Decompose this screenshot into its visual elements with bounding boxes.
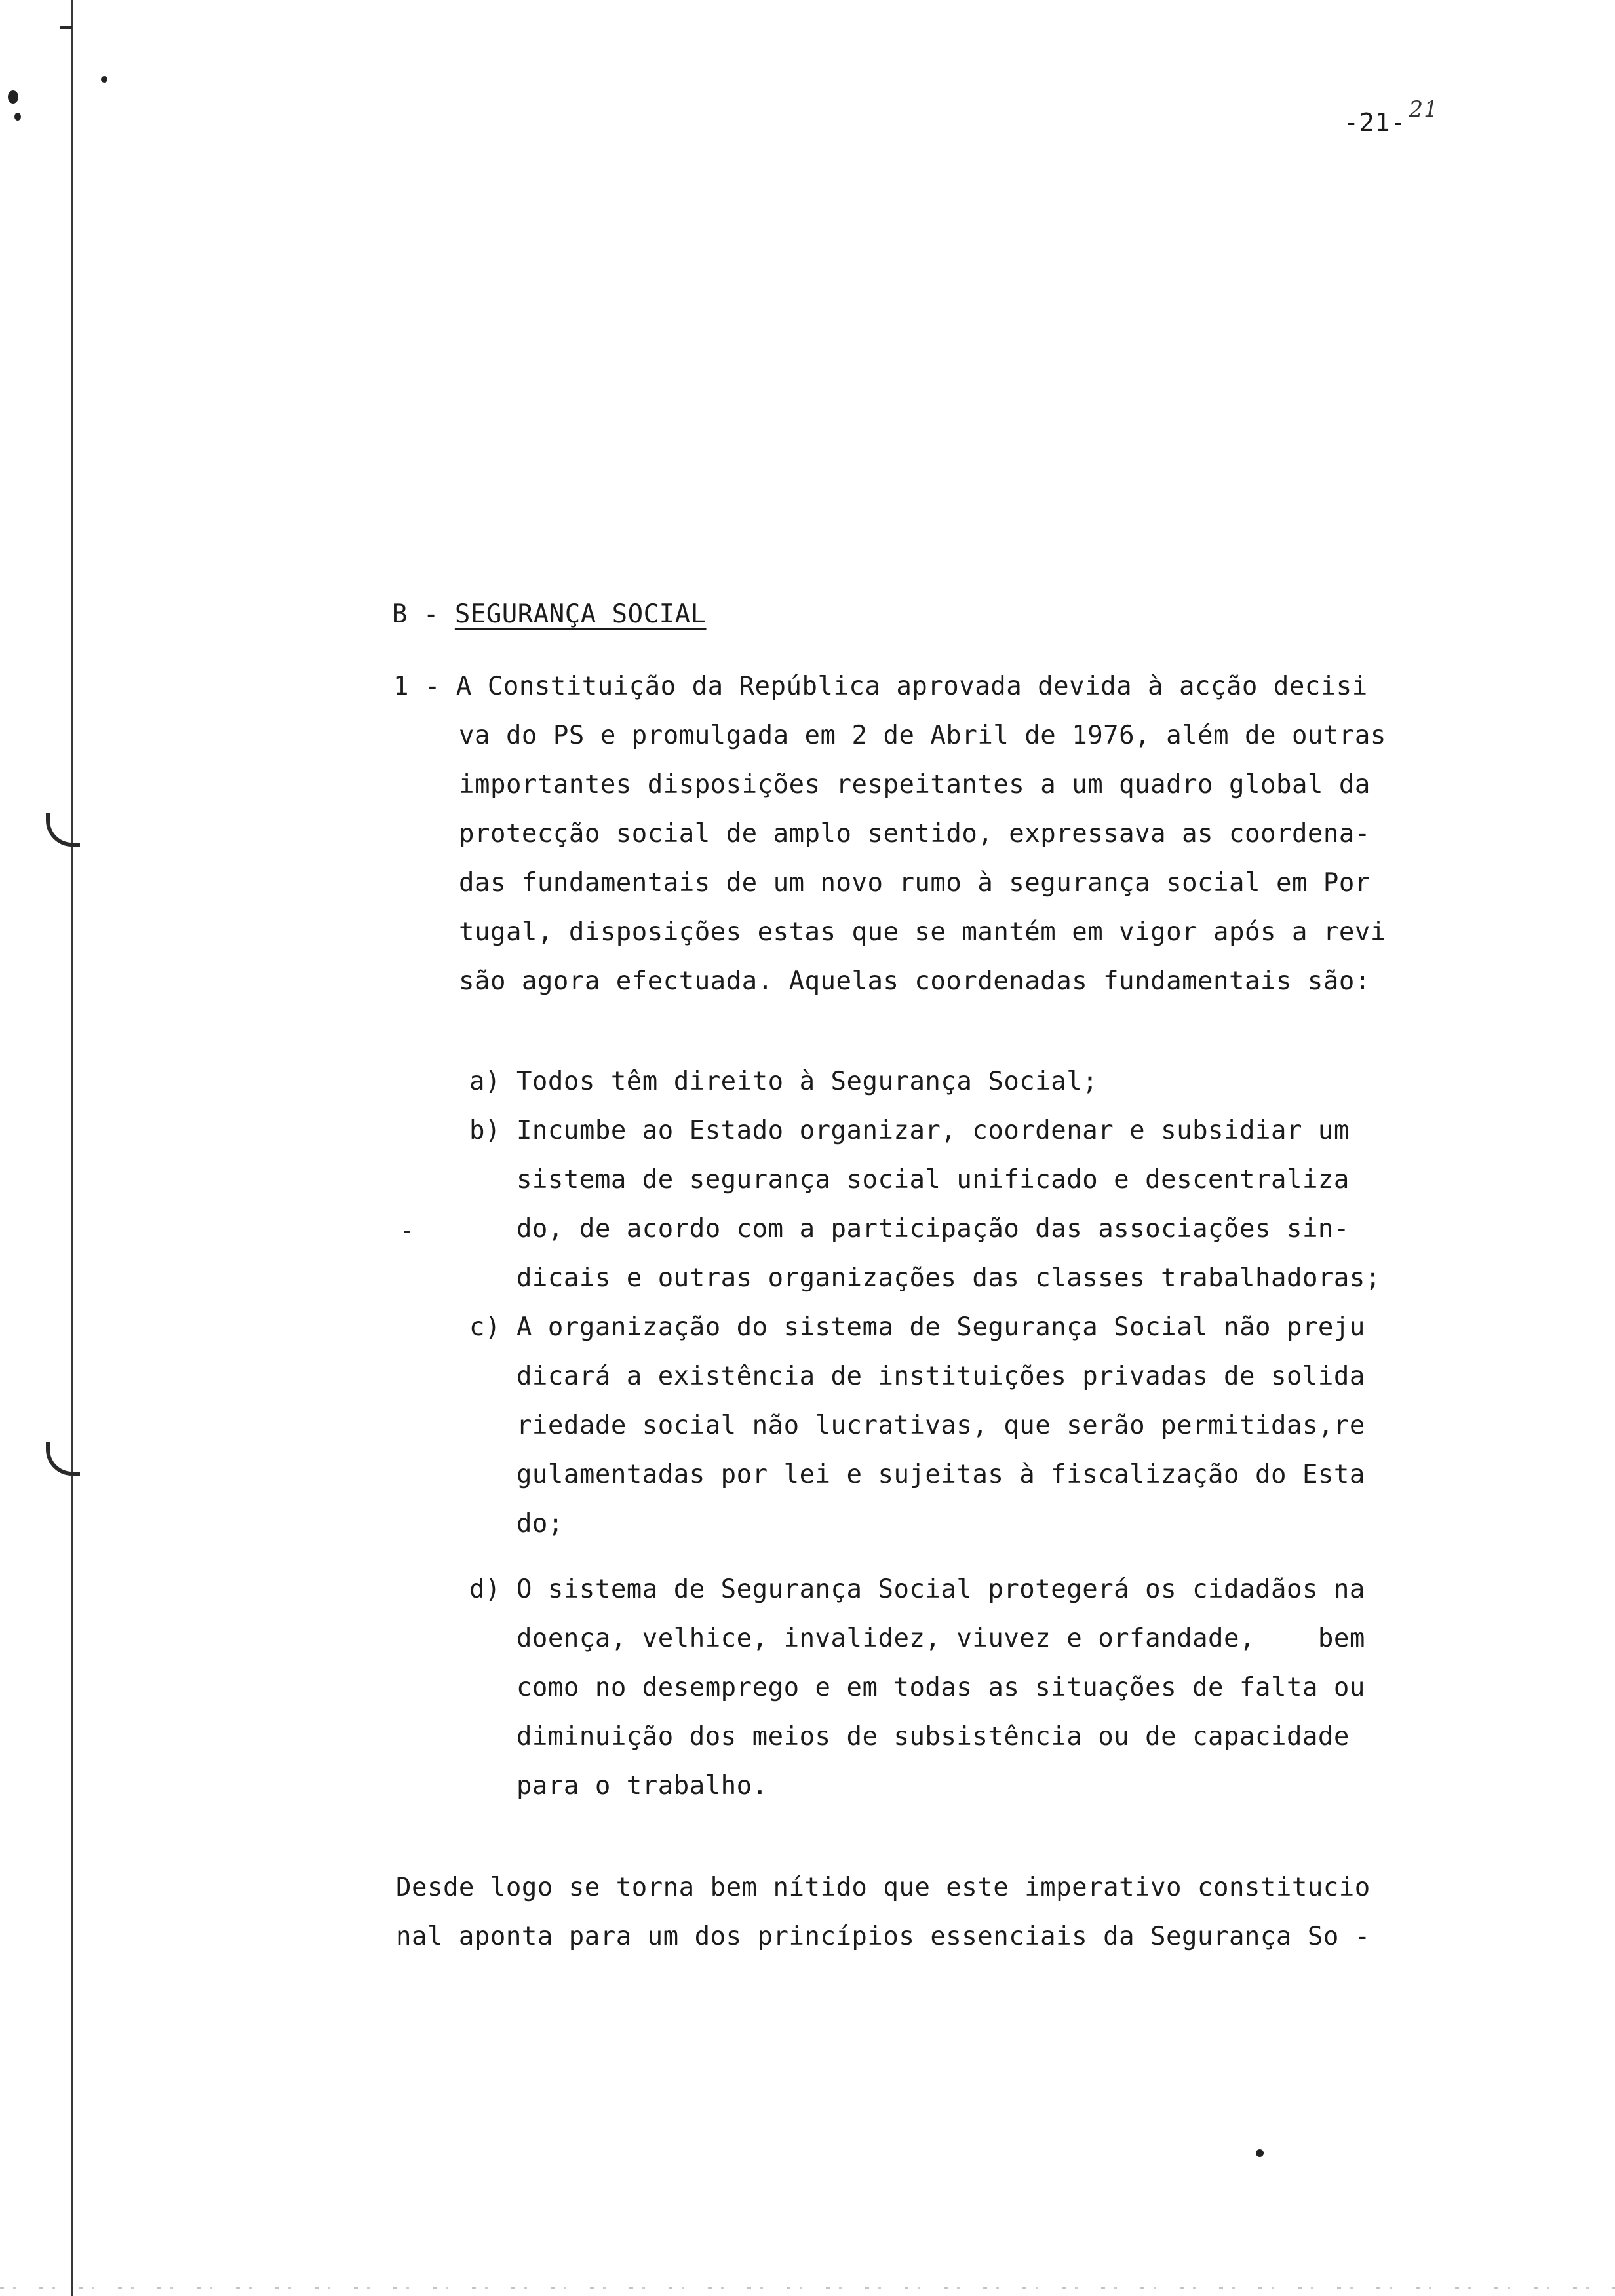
scan-speck <box>1256 2149 1264 2157</box>
list-item-line: c) A organização do sistema de Segurança Social não preju <box>469 1312 1365 1342</box>
scan-edge-noise <box>0 2287 1615 2289</box>
page-number <box>1344 96 1439 137</box>
scan-speck <box>14 113 21 121</box>
list-item-line: diminuição dos meios de subsistência ou de capacidade <box>469 1722 1350 1751</box>
list-item-line: b) Incumbe ao Estado organizar, coordenar e subsidiar um <box>469 1116 1350 1145</box>
section-heading <box>329 570 707 659</box>
page-number-handwritten: 21 <box>1409 96 1439 123</box>
list-item-line: do, de acordo com a participação das associações sin- <box>469 1214 1350 1244</box>
list-item-line: como no desemprego e em todas as situações de falta ou <box>469 1673 1365 1702</box>
list-item-line: do; <box>469 1509 564 1539</box>
section-title: SEGURANÇA SOCIAL <box>454 600 707 629</box>
list-item-line: sistema de segurança social unificado e descentraliza <box>469 1165 1350 1195</box>
scan-speck <box>404 1231 410 1233</box>
section-letter: B - <box>391 600 439 629</box>
paragraph-line: das fundamentais de um novo rumo à segurança social em Por <box>459 868 1371 898</box>
list-item-line: dicais e outras organizações das classes trabalhadoras; <box>469 1263 1381 1293</box>
paragraph-line: 1 - A Constituição da República aprovada devida à acção decisi <box>393 672 1368 701</box>
list-item-line: a) Todos têm direito à Segurança Social; <box>469 1067 1099 1096</box>
paragraph-line: va do PS e promulgada em 2 de Abril de 1976, além de outras <box>459 721 1386 750</box>
punch-hole-mark <box>46 813 80 847</box>
list-item-line: para o trabalho. <box>469 1771 768 1801</box>
list-item-line: riedade social não lucrativas, que serão permitidas,re <box>469 1411 1365 1440</box>
punch-hole-mark <box>46 1442 80 1476</box>
list-item-line: doença, velhice, invalidez, viuvez e orfandade, bem <box>469 1624 1365 1653</box>
binding-tick <box>60 26 72 29</box>
scan-speck <box>101 76 107 83</box>
list-item-line: dicará a existência de instituições privadas de solida <box>469 1362 1365 1391</box>
paragraph-line: importantes disposições respeitantes a um quadro global da <box>459 770 1371 799</box>
page-number-typed: -21- <box>1344 108 1407 137</box>
scan-speck <box>8 90 18 104</box>
paragraph-line: tugal, disposições estas que se mantém em vigor após a revi <box>459 917 1386 947</box>
paragraph-line: Desde logo se torna bem nítido que este imperativo constitucio <box>396 1873 1371 1902</box>
paragraph-line: são agora efectuada. Aquelas coordenadas fundamentais são: <box>459 966 1371 996</box>
binding-line <box>71 0 73 2296</box>
list-item-line: d) O sistema de Segurança Social protegerá os cidadãos na <box>469 1575 1365 1604</box>
paragraph-line: nal aponta para um dos princípios essenciais da Segurança So - <box>396 1922 1371 1951</box>
paragraph-line: protecção social de amplo sentido, expressava as coordena- <box>459 819 1371 849</box>
list-item-line: gulamentadas por lei e sujeitas à fiscalização do Esta <box>469 1460 1365 1489</box>
